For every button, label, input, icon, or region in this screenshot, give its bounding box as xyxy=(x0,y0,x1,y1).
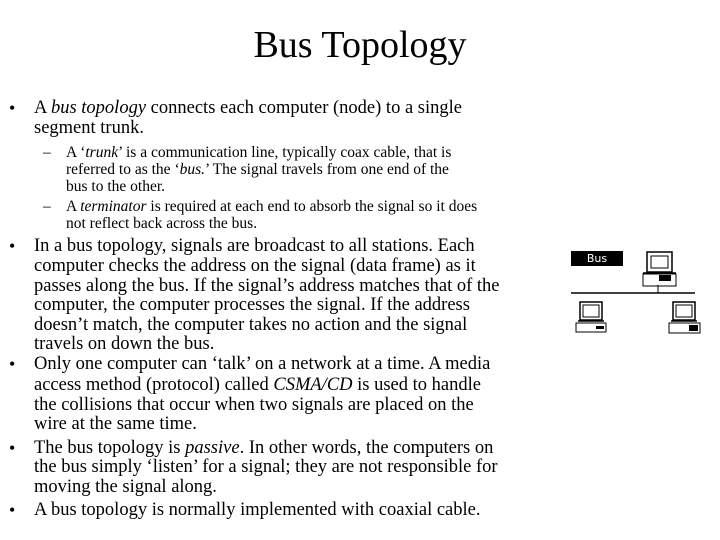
text-segment: the collisions that occur when two signals are placed on the xyxy=(34,395,474,415)
text-segment: Only one computer can ‘talk’ on a network at a time. A media xyxy=(34,354,491,374)
sub-bullet-line xyxy=(66,178,165,195)
text-segment: bus to the other. xyxy=(66,178,166,195)
bullet-line xyxy=(34,276,499,296)
computer-icon xyxy=(643,252,676,286)
bullet-marker: • xyxy=(9,438,16,458)
text-segment: ’ is a communication line, typically coax cable, that is xyxy=(118,144,452,161)
bullet-marker: – xyxy=(43,198,51,215)
text-segment: referred to as the ‘ xyxy=(66,161,180,178)
bullet-line xyxy=(34,256,476,276)
bullet-line xyxy=(34,236,475,256)
computer-icon xyxy=(669,302,700,333)
emphasized-term: bus topology xyxy=(50,98,147,118)
sub-bullet-line xyxy=(66,161,449,178)
text-segment: computer checks the address on the signal (data frame) as it xyxy=(34,256,476,276)
text-segment: access method (protocol) called xyxy=(34,375,274,395)
text-segment: not reflect back across the bus. xyxy=(66,215,258,232)
bullet-marker: • xyxy=(9,236,16,256)
text-segment: A bus topology is normally implemented with coaxial cable. xyxy=(34,500,481,520)
text-segment: In a bus topology, signals are broadcast to all stations. Each xyxy=(34,236,475,256)
text-segment: is used to handle xyxy=(352,375,481,395)
sub-bullet-line xyxy=(66,198,477,215)
bus-topology-diagram xyxy=(560,240,720,340)
text-segment: The bus topology is xyxy=(34,438,186,458)
text-segment: . In other words, the computers on xyxy=(239,438,494,458)
bullet-line xyxy=(34,395,474,415)
bullet-line xyxy=(34,295,470,315)
text-segment: moving the signal along. xyxy=(34,477,217,497)
text-segment: A xyxy=(66,198,81,215)
emphasized-term: bus. xyxy=(179,161,206,178)
text-segment: travels on down the bus. xyxy=(34,334,215,354)
text-segment: segment trunk. xyxy=(34,118,144,138)
computer-icon xyxy=(576,302,606,332)
bullet-line xyxy=(34,334,214,354)
bus-label: Bus xyxy=(571,251,623,266)
bullet-marker: – xyxy=(43,144,51,161)
text-segment: passes along the bus. If the signal’s address matches that of the xyxy=(34,276,500,296)
bullet-line xyxy=(34,457,498,477)
bullet-line xyxy=(34,477,217,497)
bullet-line xyxy=(34,375,481,395)
bullet-marker: • xyxy=(9,500,16,520)
text-segment: wire at the same time. xyxy=(34,414,197,434)
emphasized-term: passive xyxy=(185,438,240,458)
bullet-marker: • xyxy=(9,354,16,374)
text-segment: A ‘ xyxy=(66,144,86,161)
emphasized-term: trunk xyxy=(85,144,119,161)
bullet-line xyxy=(34,500,480,520)
emphasized-term: CSMA/CD xyxy=(273,375,353,395)
text-segment: ’ The signal travels from one end of the xyxy=(205,161,449,178)
text-segment: is required at each end to absorb the signal so it does xyxy=(146,198,478,215)
bullet-line xyxy=(34,438,493,458)
emphasized-term: terminator xyxy=(80,198,147,215)
bullet-line xyxy=(34,98,462,118)
text-segment: the bus simply ‘listen’ for a signal; they are not responsible for xyxy=(34,457,498,477)
bullet-line xyxy=(34,354,490,374)
bullet-line xyxy=(34,118,144,138)
network-drawing xyxy=(560,240,720,340)
text-segment: connects each computer (node) to a single xyxy=(146,98,462,118)
slide-title: Bus Topology xyxy=(253,24,467,66)
text-segment: doesn’t match, the computer takes no action and the signal xyxy=(34,315,468,335)
sub-bullet-line xyxy=(66,144,451,161)
text-segment: computer, the computer processes the signal. If the address xyxy=(34,295,470,315)
bullet-line xyxy=(34,315,467,335)
sub-bullet-line xyxy=(66,215,257,232)
bullet-line xyxy=(34,414,197,434)
bullet-marker: • xyxy=(9,98,16,118)
text-segment: A xyxy=(34,98,51,118)
